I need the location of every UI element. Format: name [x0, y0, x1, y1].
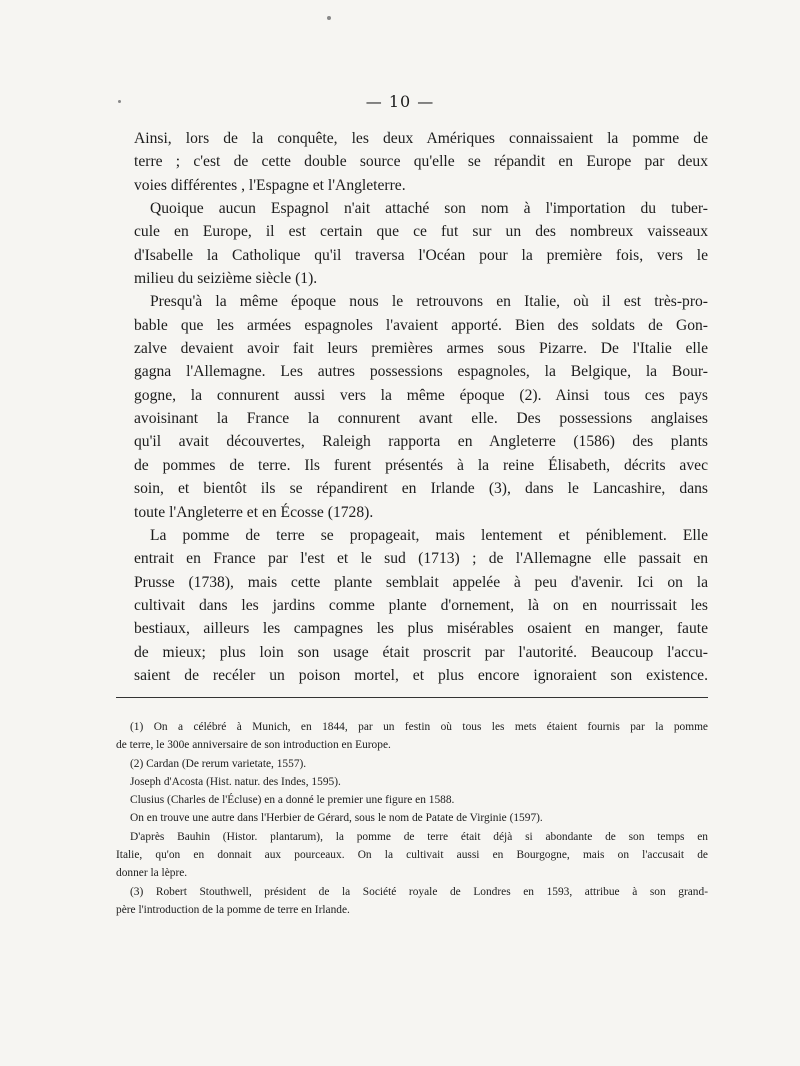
text-line: cultivait dans les jardins comme plante d'ornement, là on en nourrissait les [134, 596, 708, 614]
text-line: gogne, la connurent aussi vers la même époque (2). Ainsi tous ces pays [134, 386, 708, 404]
text-line: qu'il avait découvertes, Raleigh rapporta en Angleterre (1586) des plants [134, 433, 708, 451]
footnote-line: de terre, le 300e anniversaire de son introduction en Europe. [116, 739, 391, 752]
footnote-rule [116, 697, 708, 698]
footnote-line: On en trouve une autre dans l'Herbier de Gérard, sous le nom de Patate de Virginie (1597). [130, 812, 543, 825]
paper-speck [118, 100, 121, 103]
text-line: voies différentes , l'Espagne et l'Angleterre. [134, 176, 406, 194]
footnote-line: (2) Cardan (De rerum varietate, 1557). [130, 757, 307, 770]
page-number: — 10 — [365, 92, 435, 111]
text-line: terre ; c'est de cette double source qu'elle se répandit en Europe par deux [134, 153, 708, 171]
main-text [134, 127, 708, 687]
text-line: entrait en France par l'est et le sud (1713) ; de l'Allemagne elle passait en [134, 550, 708, 568]
text-line: milieu du seizième siècle (1). [134, 270, 318, 288]
footnote-line: père l'introduction de la pomme de terre en Irlande. [116, 903, 350, 916]
text-line: gagna l'Allemagne. Les autres possessions espagnoles, la Belgique, la Bour- [134, 363, 708, 381]
footnote-line: Italie, qu'on en donnait aux pourceaux. On la cultivait aussi en Bourgogne, mais on l'accusait de [116, 849, 708, 862]
text-line: bable que les armées espagnoles l'avaient apporté. Bien des soldats de Gon- [134, 316, 708, 334]
footnote-line: Clusius (Charles de l'Écluse) en a donné le premier une figure en 1588. [130, 794, 455, 807]
text-line: toute l'Angleterre et en Écosse (1728). [134, 503, 374, 521]
text-line: Prusse (1738), mais cette plante semblait appelée à peu d'avenir. Ici on la [134, 573, 708, 591]
footnote-line: Joseph d'Acosta (Hist. natur. des Indes, 1595). [130, 775, 341, 788]
footnote-line: (3) Robert Stouthwell, président de la Société royale de Londres en 1593, attribue à son grand- [130, 885, 708, 898]
text-line: zalve devaient avoir fait leurs premières armes sous Pizarre. De l'Italie elle [134, 340, 708, 358]
text-line: bestiaux, ailleurs les campagnes les plus misérables osaient en manger, faute [134, 620, 708, 638]
text-line: d'Isabelle la Catholique qu'il traversa l'Océan pour la première fois, vers le [134, 246, 708, 264]
footnote-line: D'après Bauhin (Histor. plantarum), la pomme de terre était déjà si abondante de son temps en [130, 830, 708, 843]
text-line: Presqu'à la même époque nous le retrouvons en Italie, où il est très-pro- [150, 293, 708, 311]
paper-speck [327, 16, 331, 20]
text-line: La pomme de terre se propageait, mais lentement et péniblement. Elle [150, 526, 708, 544]
text-line: Ainsi, lors de la conquête, les deux Amériques connaissaient la pomme de [134, 130, 708, 147]
text-line: soin, et bientôt ils se répandirent en Irlande (3), dans le Lancashire, dans [134, 480, 708, 498]
text-line: saient de recéler un poison mortel, et plus encore ignoraient son existence. [134, 666, 708, 684]
text-line: cule en Europe, il est certain que ce fut sur un des nombreux vaisseaux [134, 223, 708, 241]
footnote-line: donner la lèpre. [116, 867, 188, 880]
text-line: avoisinant la France la connurent avant elle. Des possessions anglaises [134, 410, 708, 428]
text-line: de pommes de terre. Ils furent présentés à la reine Élisabeth, décrits avec [134, 456, 708, 474]
text-line: Quoique aucun Espagnol n'ait attaché son nom à l'importation du tuber- [150, 200, 708, 218]
footnote-line: (1) On a célébré à Munich, en 1844, par un festin où tous les mets étaient fournis par la pomme [130, 721, 708, 733]
footnotes [116, 718, 708, 919]
text-line: de mieux; plus loin son usage était proscrit par l'autorité. Beaucoup l'accu- [134, 643, 708, 661]
